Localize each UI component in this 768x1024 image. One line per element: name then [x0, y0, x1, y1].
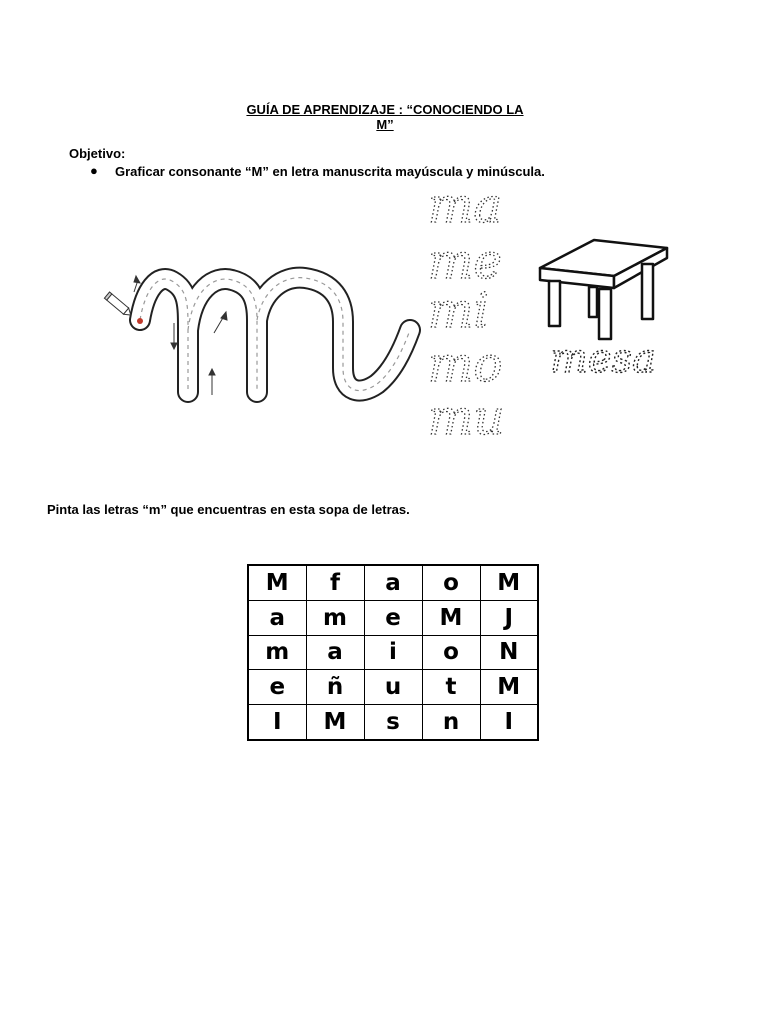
grid-cell[interactable]: n — [422, 705, 480, 740]
grid-cell[interactable]: M — [480, 670, 538, 705]
grid-cell[interactable]: u — [364, 670, 422, 705]
bullet-icon: ● — [90, 163, 98, 178]
grid-cell[interactable]: a — [306, 635, 364, 670]
syllable-3: mi — [428, 283, 489, 339]
grid-cell[interactable]: M — [248, 565, 306, 600]
grid-cell[interactable]: M — [422, 600, 480, 635]
grid-row — [248, 565, 538, 600]
table-picture — [540, 240, 667, 339]
cursive-m-tracing — [137, 278, 410, 392]
grid-cell[interactable]: a — [248, 600, 306, 635]
grid-cell[interactable]: M — [306, 705, 364, 740]
grid-cell[interactable]: N — [480, 635, 538, 670]
picture-word: mesa — [550, 336, 656, 382]
word-search-grid — [247, 564, 539, 741]
grid-row — [248, 635, 538, 670]
grid-cell[interactable]: ñ — [306, 670, 364, 705]
grid-row — [248, 705, 538, 740]
grid-cell[interactable]: m — [248, 635, 306, 670]
instruction-text: Pinta las letras “m” que encuentras en esta sopa de letras. — [47, 502, 410, 517]
pencil-icon — [104, 292, 133, 318]
grid-cell[interactable]: o — [422, 635, 480, 670]
grid-cell[interactable]: t — [422, 670, 480, 705]
grid-cell[interactable]: i — [364, 635, 422, 670]
tracing-illustration — [0, 0, 768, 500]
title-line-2: M” — [376, 117, 394, 132]
grid-cell[interactable]: I — [248, 705, 306, 740]
grid-cell[interactable]: J — [480, 600, 538, 635]
grid-cell[interactable]: a — [364, 565, 422, 600]
grid-cell[interactable]: e — [248, 670, 306, 705]
grid-cell[interactable]: s — [364, 705, 422, 740]
syllable-1: ma — [428, 178, 503, 234]
grid-cell[interactable]: M — [480, 565, 538, 600]
grid-cell[interactable]: e — [364, 600, 422, 635]
grid-cell[interactable]: o — [422, 565, 480, 600]
grid-cell[interactable]: I — [480, 705, 538, 740]
syllable-2: me — [428, 234, 502, 290]
syllable-5: mu — [428, 390, 505, 446]
grid-cell[interactable]: m — [306, 600, 364, 635]
grid-row — [248, 670, 538, 705]
objective-label: Objetivo: — [69, 146, 126, 161]
objective-text: Graficar consonante “M” en letra manuscrita mayúscula y minúscula. — [115, 164, 545, 179]
grid-row — [248, 600, 538, 635]
title-line-1: GUÍA DE APRENDIZAJE : “CONOCIENDO LA — [246, 102, 524, 117]
syllable-4: mo — [428, 337, 503, 393]
syllables — [428, 178, 504, 446]
grid-cell[interactable]: f — [306, 565, 364, 600]
